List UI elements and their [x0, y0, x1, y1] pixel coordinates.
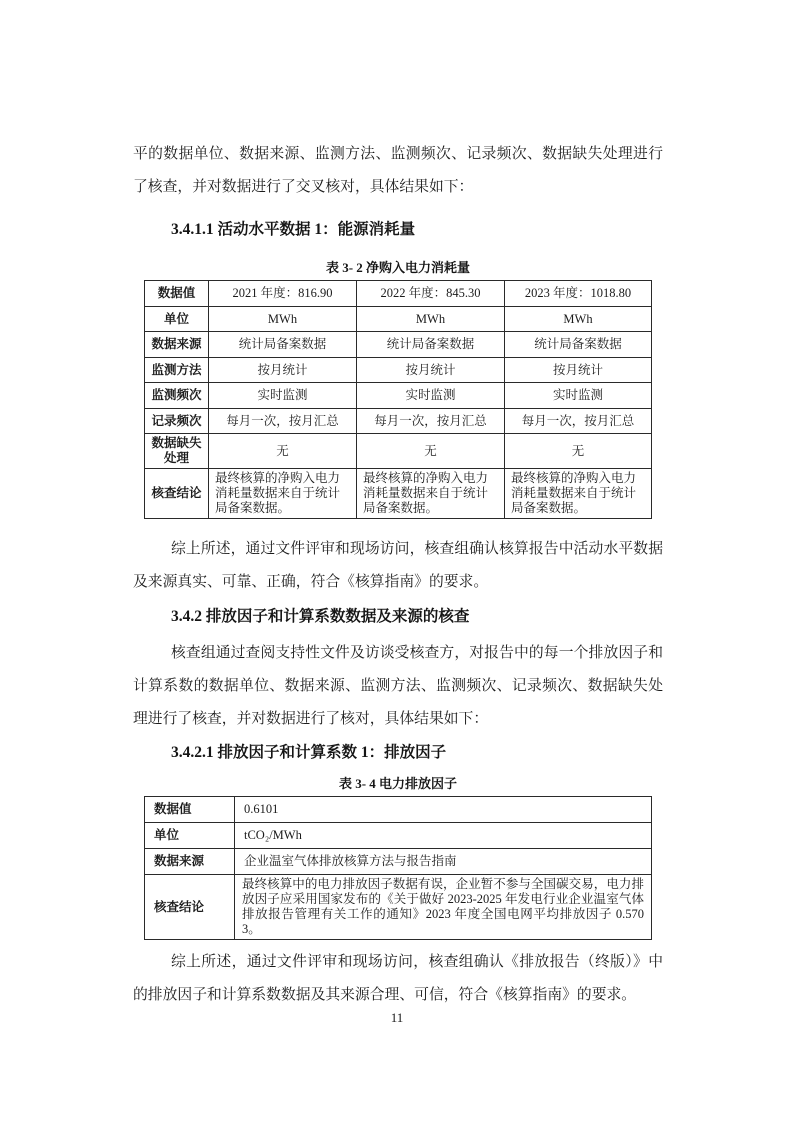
table-cell: 无	[209, 434, 357, 469]
table-cell: MWh	[357, 307, 505, 332]
row-label: 单位	[145, 823, 235, 849]
table-cell: 最终核算中的电力排放因子数据有误，企业暂不参与全国碳交易，电力排放因子应采用国家发布的《关于做好 2023-2025 年发电行业企业温室气体排放报告管理有关工作的通知》2023 年度全国电网平均排放因子 0.5703。	[235, 875, 652, 940]
table-cell: 实时监测	[357, 383, 505, 409]
table-row-conclusion	[145, 875, 652, 940]
heading-3-4-2: 3.4.2 排放因子和计算系数数据及来源的核查	[171, 608, 470, 625]
table-3-2-caption: 表 3- 2 净购入电力消耗量	[325, 260, 471, 275]
table-cell: 2023 年度：1018.80	[505, 281, 652, 307]
table-cell: 2021 年度：816.90	[209, 281, 357, 307]
table-cell: 最终核算的净购入电力消耗量数据来自于统计局备案数据。	[357, 469, 505, 519]
table-row-unit	[145, 823, 652, 849]
table-row-data-value	[145, 797, 652, 823]
row-label: 监测方法	[145, 358, 209, 383]
table-row-unit	[145, 307, 652, 332]
table-3-2	[144, 280, 652, 519]
table-cell: 按月统计	[209, 358, 357, 383]
table-cell: 按月统计	[505, 358, 652, 383]
table-cell: 最终核算的净购入电力消耗量数据来自于统计局备案数据。	[209, 469, 357, 519]
table-cell: tCO₂/MWh	[235, 823, 652, 849]
row-label: 数据来源	[145, 849, 235, 875]
table-row-data-source	[145, 332, 652, 358]
table-row-monitor-method	[145, 358, 652, 383]
row-label: 数据值	[145, 797, 235, 823]
row-label: 记录频次	[145, 409, 209, 434]
row-label: 数据值	[145, 281, 209, 307]
table-row-record-frequency	[145, 409, 652, 434]
page-number: 11	[390, 1010, 404, 1025]
table-cell: 统计局备案数据	[209, 332, 357, 358]
row-label: 监测频次	[145, 383, 209, 409]
table-cell: 实时监测	[209, 383, 357, 409]
table-row-monitor-frequency	[145, 383, 652, 409]
heading-3-4-2-1: 3.4.2.1 排放因子和计算系数 1：排放因子	[171, 744, 447, 761]
table-cell: 实时监测	[505, 383, 652, 409]
table-row-missing-data	[145, 434, 652, 469]
table-3-4	[144, 796, 652, 940]
heading-3-4-1-1: 3.4.1.1 活动水平数据 1：能源消耗量	[171, 221, 416, 238]
table-3-4-caption: 表 3- 4 电力排放因子	[338, 776, 458, 791]
table-cell: 最终核算的净购入电力消耗量数据来自于统计局备案数据。	[505, 469, 652, 519]
table-cell: 按月统计	[357, 358, 505, 383]
table-cell: 统计局备案数据	[505, 332, 652, 358]
table-cell: MWh	[209, 307, 357, 332]
paragraph-continuation: 平的数据单位、数据来源、监测方法、监测频次、记录频次、数据缺失处理进行了核查，并对数据进行了交叉核对，具体结果如下：	[133, 146, 663, 195]
table-cell: 统计局备案数据	[357, 332, 505, 358]
table-cell: 无	[357, 434, 505, 469]
table-row-conclusion	[145, 469, 652, 519]
row-label: 单位	[145, 307, 209, 332]
table-cell: 每月一次，按月汇总	[505, 409, 652, 434]
table-cell: 0.6101	[235, 797, 652, 823]
table-cell: 无	[505, 434, 652, 469]
row-label: 核查结论	[145, 875, 235, 940]
row-label: 核查结论	[145, 469, 209, 519]
table-cell: 2022 年度：845.30	[357, 281, 505, 307]
table-row-data-source	[145, 849, 652, 875]
table-cell: 企业温室气体排放核算方法与报告指南	[235, 849, 652, 875]
table-cell: 每月一次，按月汇总	[209, 409, 357, 434]
row-label: 数据缺失处理	[145, 434, 209, 469]
page-content	[133, 138, 663, 1012]
table-cell: MWh	[505, 307, 652, 332]
paragraph-summary-emission-factor: 综上所述，通过文件评审和现场访问，核查组确认《排放报告（终版）》中的排放因子和计算系数数据及其来源合理、可信，符合《核算指南》的要求。	[133, 954, 663, 1003]
table-row-data-value	[145, 281, 652, 307]
paragraph-emission-factor-check: 核查组通过查阅支持性文件及访谈受核查方，对报告中的每一个排放因子和计算系数的数据单位、数据来源、监测方法、监测频次、记录频次、数据缺失处理进行了核查，并对数据进行了核对，具体结果如下：	[133, 645, 663, 727]
table-cell: 每月一次，按月汇总	[357, 409, 505, 434]
paragraph-summary-activity-data: 综上所述，通过文件评审和现场访问，核查组确认核算报告中活动水平数据及来源真实、可靠、正确，符合《核算指南》的要求。	[133, 541, 663, 590]
row-label: 数据来源	[145, 332, 209, 358]
